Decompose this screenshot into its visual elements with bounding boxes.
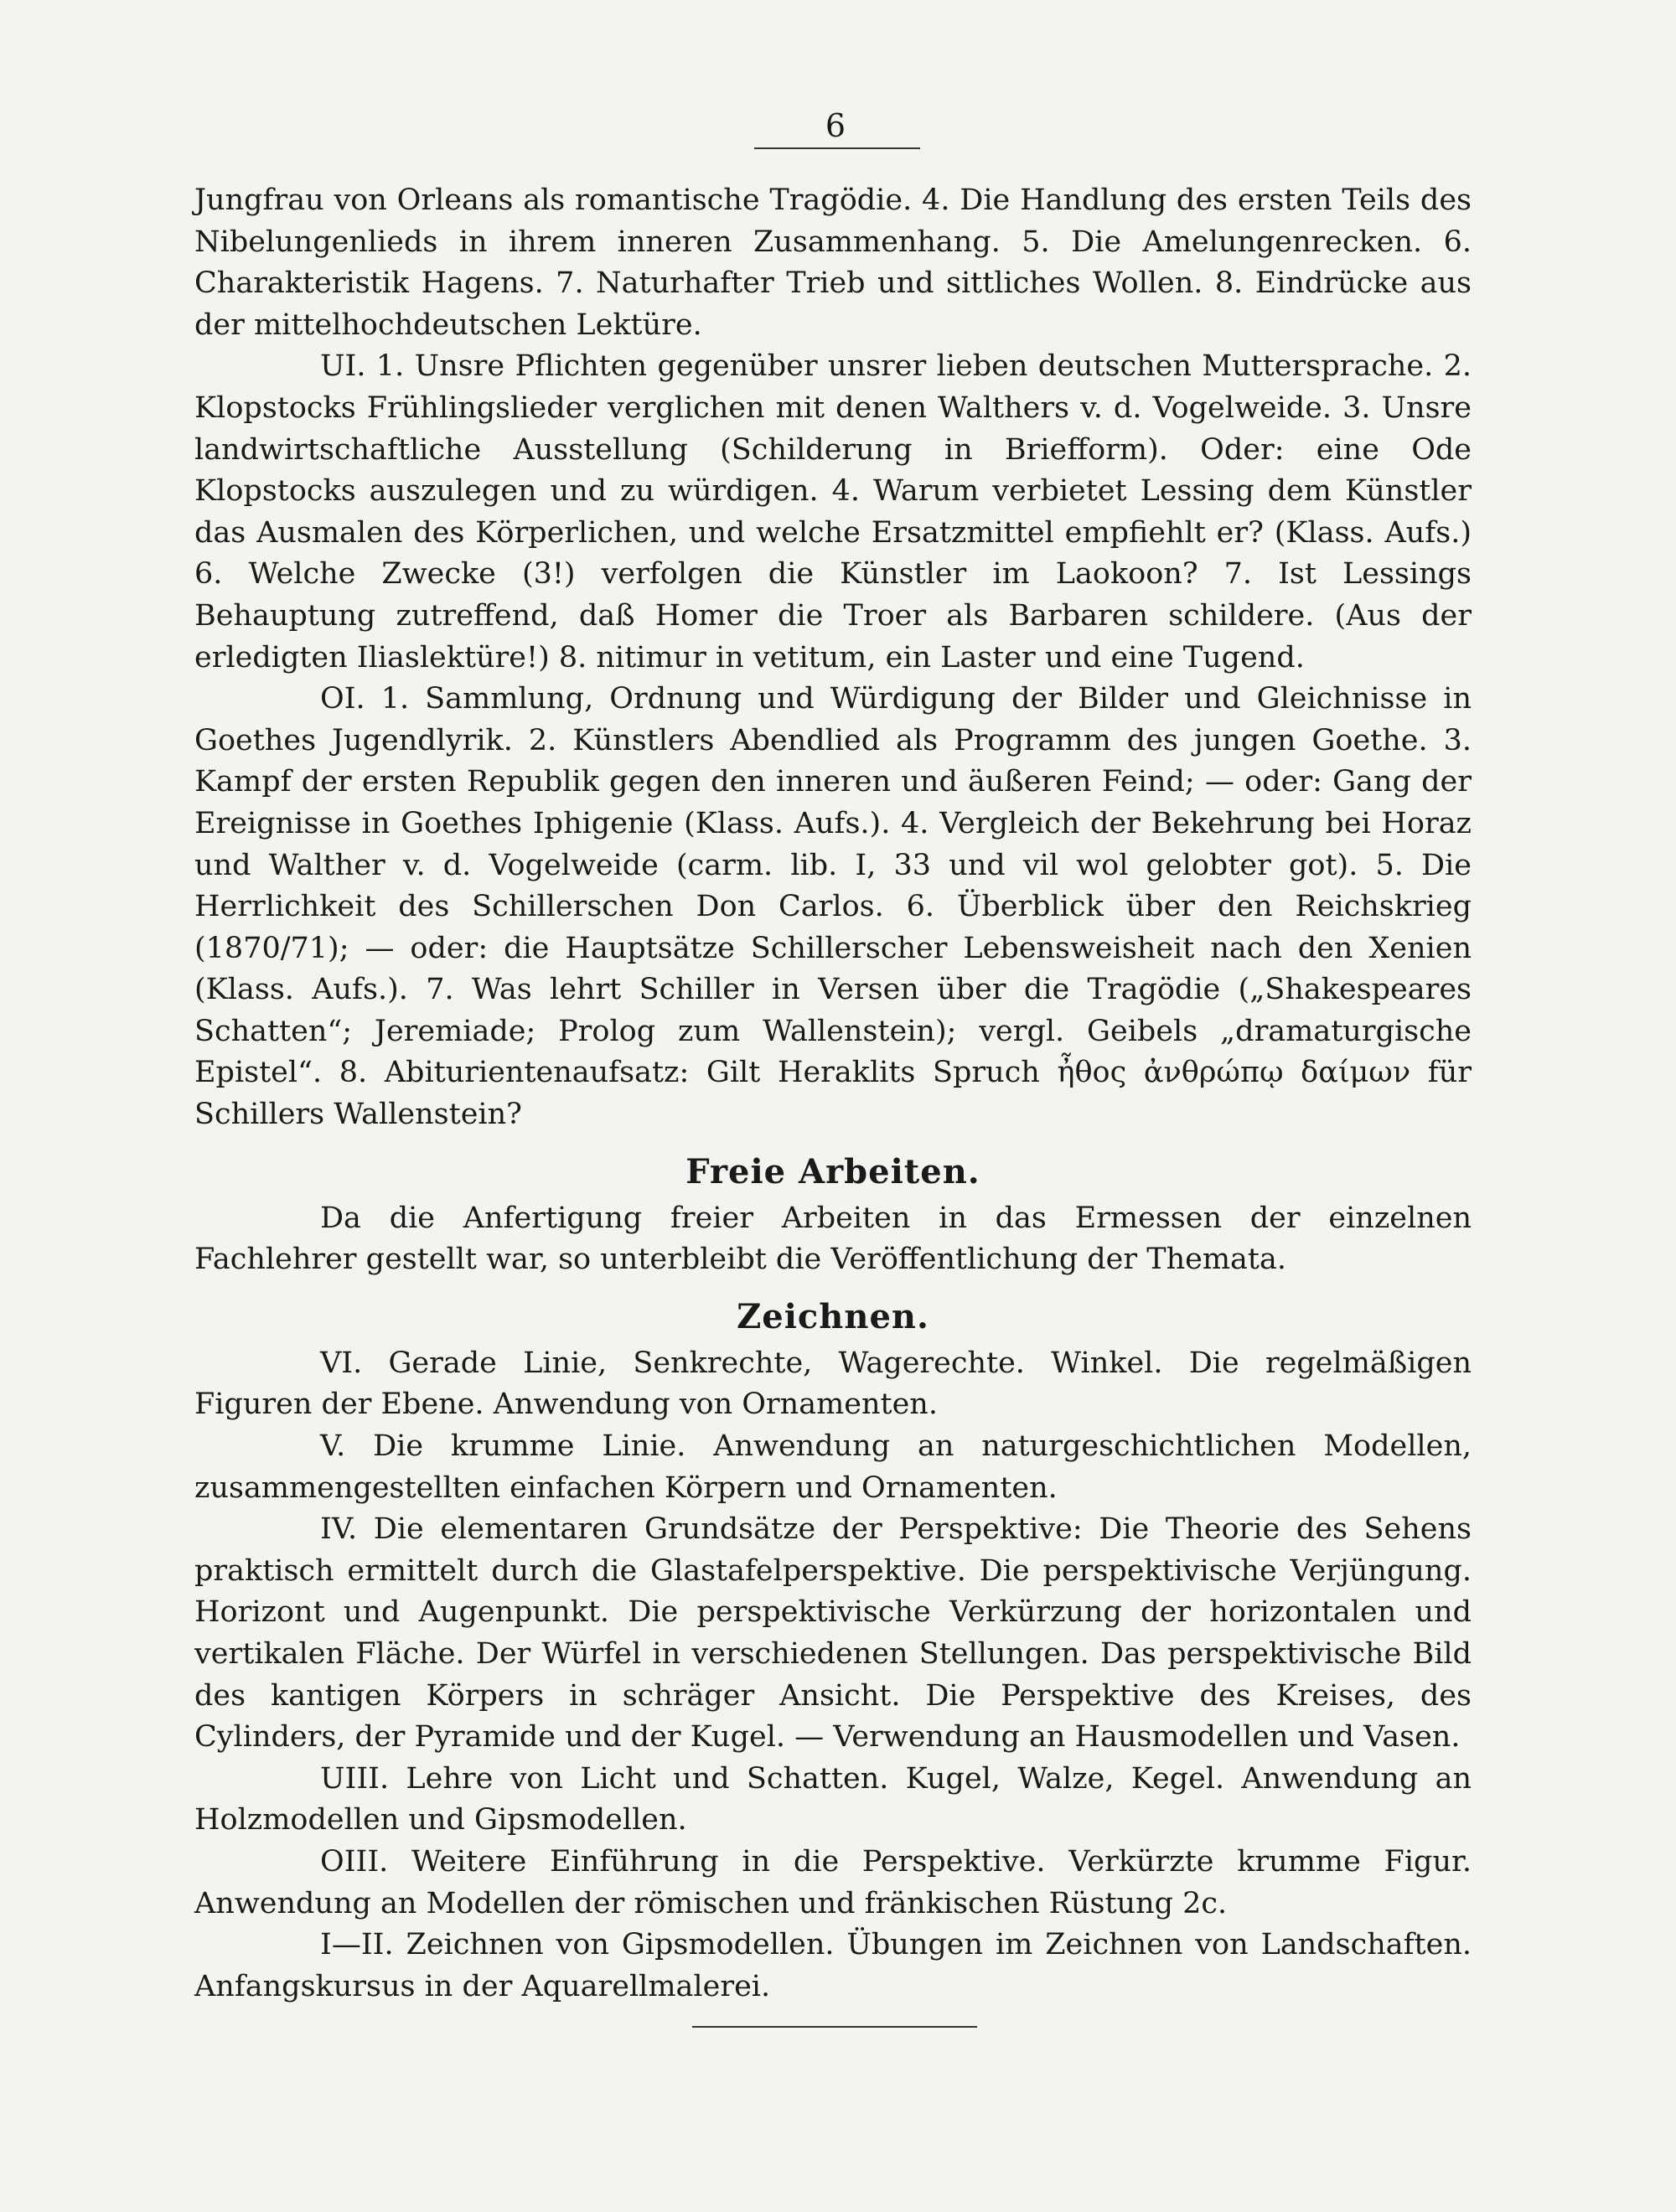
heading-zeichnen: Zeichnen. [737, 1296, 929, 1336]
header-rule [754, 147, 920, 149]
page-body [194, 180, 1472, 2008]
heading-freie-arbeiten: Freie Arbeiten. [685, 1151, 980, 1191]
paragraph-vi: VI. Gerade Linie, Senkrechte, Wagerechte. Winkel. Die regelmäßigen Figuren der Ebene. Anwendung von Ornamenten. [194, 1346, 1472, 1422]
paragraph-uiii: UIII. Lehre von Licht und Schatten. Kugel, Walze, Kegel. Anwendung an Holzmodellen und Gipsmodellen. [194, 1761, 1472, 1837]
paragraph-freie-arbeiten: Da die Anfertigung freier Arbeiten in das Ermessen der einzelnen Fachlehrer gestellt war, so unterbleibt die Veröffentlichung der Themata. [194, 1201, 1472, 1277]
paragraph-i-ii: I—II. Zeichnen von Gipsmodellen. Übungen im Zeichnen von Landschaften. Anfangskursus in der Aquarellmalerei. [194, 1928, 1472, 2003]
paragraph-oi: OI. 1. Sammlung, Ordnung und Würdigung der Bilder und Gleichnisse in Goethes Jugendlyrik. 2. Künstlers Abendlied als Programm des jungen Goethe. 3. Kampf der ersten Republik gegen den inneren und äußeren Feind; — oder: Gang der Ereignisse in Goethes Iphigenie (Klass. Aufs.). 4. Vergleich der Bekehrung bei Horaz und Walther v. d. Vogelweide (carm. lib. I, 33 und vil wol gelobter got). 5. Die Herrlichkeit des Schillerschen Don Carlos. 6. Überblick über den Reichskrieg (1870/71); — oder: die Hauptsätze Schillerscher Lebensweisheit nach den Xenien (Klass. Aufs.). 7. Was lehrt Schiller in Versen über die Tragödie („Shakespeares Schatten“; Jeremiade; Prolog zum Wallenstein); vergl. Geibels „dramaturgische Epistel“. 8. Abiturientenaufsatz: Gilt Heraklits Spruch ἦθος ἀνθρώπῳ δαίμων für Schillers Wallenstein? [194, 682, 1472, 1132]
paragraph-ui: UI. 1. Unsre Pflichten gegenüber unsrer lieben deutschen Muttersprache. 2. Klopstocks Frühlingslieder verglichen mit denen Walthers v. d. Vogelweide. 3. Unsre landwirtschaftliche Ausstellung (Schilderung in Briefform). Oder: eine Ode Klopstocks auszulegen und zu würdigen. 4. Warum verbietet Lessing dem Künstler das Ausmalen des Körperlichen, und welche Ersatzmittel empfiehlt er? (Klass. Aufs.) 6. Welche Zwecke (3!) verfolgen die Künstler im Laokoon? 7. Ist Lessings Behauptung zutreffend, daß Homer die Troer als Barbaren schildere. (Aus der erledigten Iliaslektüre!) 8. nitimur in vetitum, ein Laster und eine Tugend. [194, 349, 1472, 674]
paragraph-v: V. Die krumme Linie. Anwendung an naturgeschichtlichen Modellen, zusammengestellten einfachen Körpern und Ornamenten. [194, 1429, 1472, 1505]
footer-rule [692, 2026, 977, 2028]
paragraph-continuation: Jungfrau von Orleans als romantische Tragödie. 4. Die Handlung des ersten Teils des Nibelungenlieds in ihrem inneren Zusammenhang. 5. Die Amelungenrecken. 6. Charakteristik Hagens. 7. Naturhafter Trieb und sittliches Wollen. 8. Eindrücke aus der mittelhochdeutschen Lektüre. [194, 183, 1472, 342]
page-number: 6 [825, 107, 847, 144]
paragraph-oiii: OIII. Weitere Einführung in die Perspektive. Verkürzte krumme Figur. Anwendung an Modellen der römischen und fränkischen Rüstung 2c. [194, 1844, 1472, 1920]
paragraph-iv: IV. Die elementaren Grundsätze der Perspektive: Die Theorie des Sehens praktisch ermittelt durch die Glastafelperspektive. Die perspektivische Verjüngung. Horizont und Augenpunkt. Die perspektivische Verkürzung der horizontalen und vertikalen Fläche. Der Würfel in verschiedenen Stellungen. Das perspektivische Bild des kantigen Körpers in schräger Ansicht. Die Perspektive des Kreises, des Cylinders, der Pyramide und der Kugel. — Verwendung an Hausmodellen und Vasen. [194, 1512, 1472, 1755]
